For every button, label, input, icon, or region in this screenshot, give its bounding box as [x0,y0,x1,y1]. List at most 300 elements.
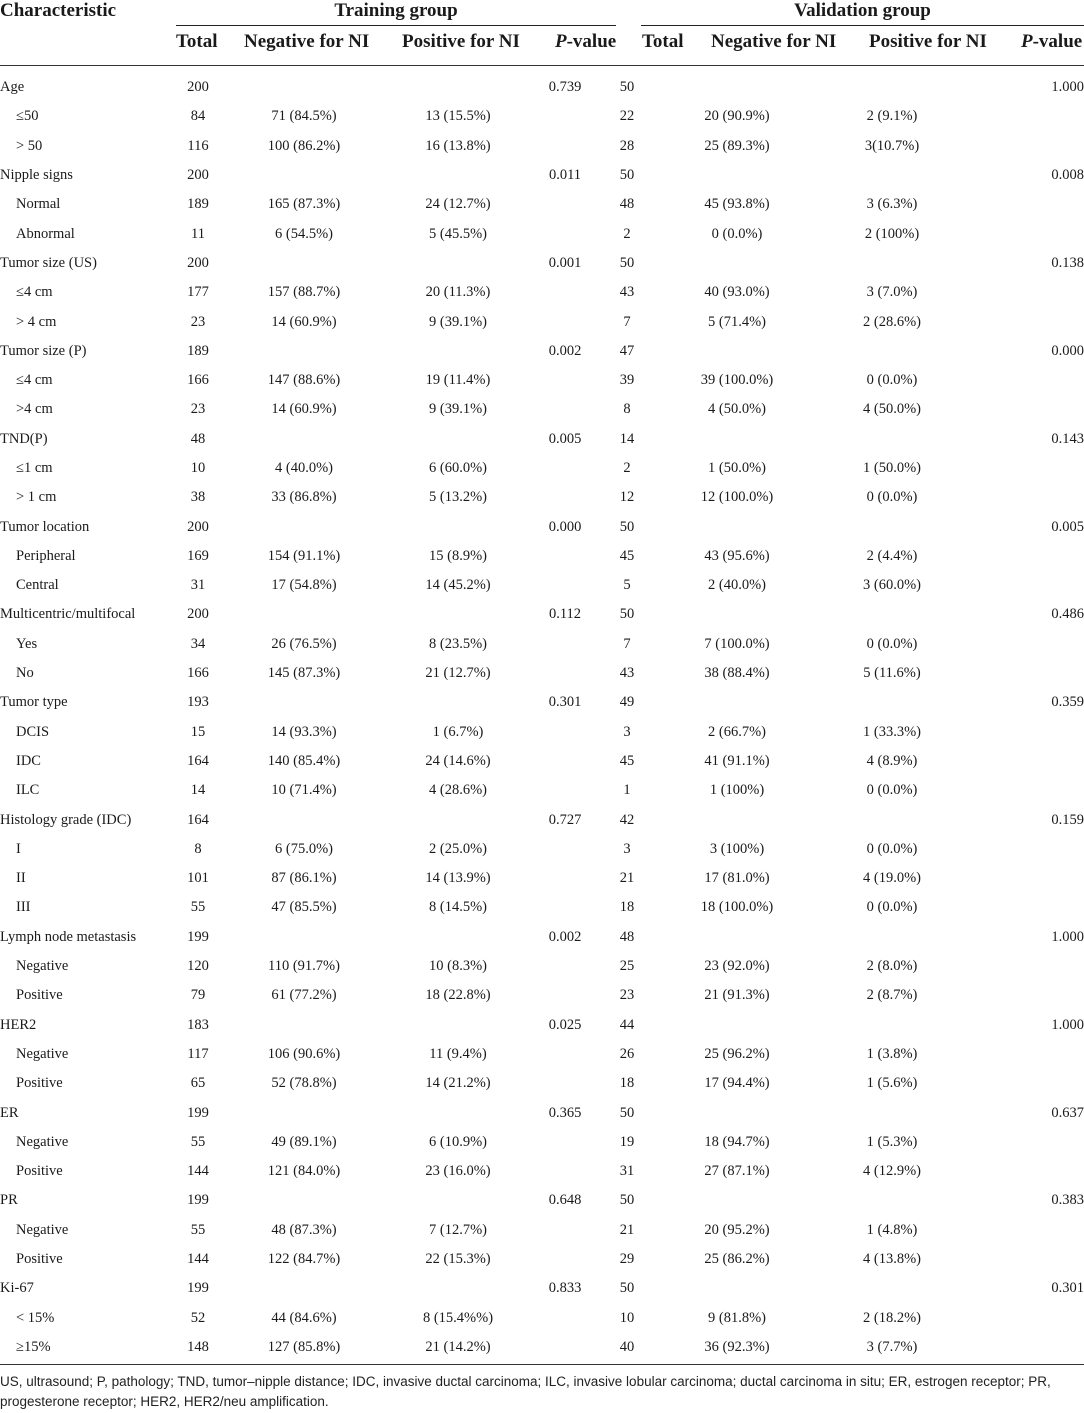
training-total-cell: 200 [187,167,209,184]
validation-negative-cell: 2 (66.7%) [708,723,766,740]
row-label-cell: Tumor type [0,694,68,711]
validation-negative-cell [658,688,816,717]
training-total-cell: 144 [187,1251,209,1268]
training-negative-cell: 140 (85.4%) [267,752,341,769]
training-positive-cell [382,1186,534,1215]
training-negative-cell: 14 (60.9%) [271,313,337,330]
validation-total-cell: 10 [619,1309,635,1326]
validation-positive-cell: 0 (0.0%) [866,899,918,916]
training-total-cell: 199 [187,1192,209,1209]
training-negative-cell [226,337,382,366]
table-row [0,688,1084,717]
validation-total-cell: 18 [619,1075,635,1092]
table-row [0,1098,1084,1127]
training-pvalue-cell [534,1069,596,1098]
table-row [0,776,1084,805]
table-row [0,249,1084,278]
training-total-cell: 183 [187,1016,209,1033]
validation-pvalue-cell: 0.301 [1051,1280,1084,1297]
validation-positive-cell: 2 (4.4%) [866,547,918,564]
training-positive-cell: 6 (60.0%) [429,460,487,476]
training-pvalue-cell [534,747,596,776]
row-label-cell: Positive [16,1075,63,1092]
validation-total-cell: 50 [619,167,635,184]
training-total-cell: 144 [187,1163,209,1180]
validation-positive-cell [816,1011,968,1040]
training-total-cell: 200 [187,79,209,96]
training-total-cell: 199 [187,928,209,945]
training-total-cell: 193 [187,694,209,711]
validation-pvalue-cell [968,366,1084,395]
validation-positive-cell [816,1186,968,1215]
validation-pvalue-cell: 0.005 [1051,518,1084,535]
training-negative-cell: 14 (93.3%) [271,723,337,740]
validation-total-cell: 45 [619,752,635,769]
training-negative-cell [226,425,382,454]
training-negative-header: Negative for NI [244,31,370,52]
validation-positive-header: Positive for NI [869,31,987,52]
validation-total-header: Total [642,31,684,52]
training-total-cell: 8 [194,840,202,857]
characteristic-header: Characteristic [0,0,117,21]
validation-total-cell: 21 [619,870,635,887]
validation-total-cell: 2 [623,225,631,242]
training-negative-cell [226,1186,382,1215]
training-positive-cell: 5 (45.5%) [429,225,487,242]
validation-positive-cell: 2 (8.0%) [866,958,918,975]
training-total-cell: 11 [191,225,205,242]
column-header-row [0,31,1084,63]
training-negative-cell: 6 (75.0%) [275,840,333,857]
validation-pvalue-cell [968,102,1084,131]
validation-total-cell: 45 [619,547,635,564]
validation-total-cell: 42 [619,811,635,828]
row-label-cell: < 15% [16,1309,55,1326]
training-negative-cell: 157 (88.7%) [267,284,341,301]
training-total-cell: 169 [187,547,209,564]
training-positive-cell: 6 (10.9%) [429,1133,487,1150]
training-total-header: Total [176,31,218,52]
validation-pvalue-cell [968,952,1084,981]
table-row [0,864,1084,893]
validation-total-cell: 1 [623,782,631,799]
training-negative-cell: 52 (78.8%) [271,1075,337,1092]
validation-negative-cell [658,161,816,190]
row-label-cell: Tumor size (P) [0,342,87,359]
validation-pvalue-cell: 0.359 [1051,694,1084,711]
validation-positive-cell: 1 (4.8%) [866,1221,918,1238]
row-label-cell: Negative [16,958,69,975]
validation-positive-cell [816,600,968,629]
training-pvalue-cell [534,659,596,688]
training-pvalue-cell: 0.001 [548,254,582,271]
validation-pvalue-cell [968,630,1084,659]
table-row [0,893,1084,922]
training-pvalue-cell: 0.365 [548,1104,582,1121]
training-pvalue-cell: 0.002 [548,342,582,359]
table-row [0,219,1084,248]
row-label-cell: Normal [16,196,61,213]
training-positive-cell: 20 (11.3%) [425,284,491,301]
training-pvalue-cell [534,454,596,483]
validation-negative-cell: 39 (100.0%) [700,372,774,389]
training-negative-cell [226,73,382,102]
validation-negative-cell: 9 (81.8%) [708,1309,766,1326]
table-row [0,1069,1084,1098]
training-positive-cell: 8 (15.4%%) [422,1309,494,1326]
training-pvalue-cell [534,1040,596,1069]
validation-positive-cell: 3 (60.0%) [863,577,921,594]
row-label-cell: III [16,899,31,916]
training-total-cell: 116 [187,137,209,154]
row-label-cell: ≤4 cm [16,284,53,301]
training-positive-header: Positive for NI [402,31,520,52]
training-pvalue-cell [534,132,596,161]
validation-negative-cell: 36 (92.3%) [704,1338,770,1355]
validation-positive-cell [816,1274,968,1303]
training-pvalue-cell [534,1303,596,1332]
validation-total-cell: 43 [619,665,635,682]
validation-positive-cell: 2 (18.2%) [863,1309,921,1326]
row-label-cell: TND(P) [0,430,48,447]
footnote: US, ultrasound; P, pathology; TND, tumor–nipple distance; IDC, invasive ductal carcinoma; ILC, invasive lobular carcinoma; ductal carcinoma in situ; ER, estrogen receptor; PR, progesterone receptor; HER2, HER2/neu amplification. [0,1374,1051,1409]
training-positive-cell: 18 (22.8%) [425,987,491,1004]
validation-negative-cell [658,512,816,541]
validation-negative-cell: 43 (95.6%) [704,547,770,564]
table-row [0,483,1084,512]
validation-positive-cell: 4 (8.9%) [866,752,918,769]
validation-pvalue-cell [968,718,1084,747]
validation-total-cell: 18 [619,899,635,916]
training-total-cell: 117 [187,1045,209,1062]
row-label-cell: Ki-67 [0,1280,34,1297]
validation-negative-cell: 25 (86.2%) [704,1251,770,1268]
training-positive-cell: 2 (25.0%) [429,840,487,857]
validation-pvalue-cell: 1.000 [1051,928,1084,945]
validation-negative-cell: 38 (88.4%) [704,665,770,682]
validation-total-cell: 43 [619,284,635,301]
training-negative-cell: 10 (71.4%) [271,782,337,799]
table-row [0,1011,1084,1040]
validation-pvalue-cell: 0.008 [1051,167,1084,184]
validation-total-cell: 49 [619,694,635,711]
training-total-cell: 38 [190,489,206,506]
training-pvalue-cell [534,395,596,424]
training-positive-cell: 22 (15.3%) [425,1251,491,1268]
training-total-cell: 23 [190,313,206,330]
validation-pvalue-cell [968,1128,1084,1157]
training-total-cell: 166 [187,665,209,682]
training-negative-cell: 33 (86.8%) [271,489,337,506]
training-positive-cell: 24 (12.7%) [425,196,491,213]
validation-negative-cell: 7 (100.0%) [704,635,770,652]
training-negative-cell: 154 (91.1%) [267,547,341,564]
validation-positive-cell [816,337,968,366]
validation-negative-cell: 17 (81.0%) [704,870,770,887]
validation-negative-cell: 2 (40.0%) [708,577,766,594]
validation-pvalue-cell [968,893,1084,922]
validation-negative-cell: 41 (91.1%) [704,752,770,769]
validation-pvalue-cell [968,307,1084,336]
table-row [0,1245,1084,1274]
validation-pvalue-cell: 0.143 [1051,430,1084,447]
validation-negative-cell: 1 (50.0%) [708,460,766,476]
validation-total-cell: 48 [619,196,635,213]
validation-total-cell: 47 [619,342,635,359]
validation-pvalue-cell [968,132,1084,161]
training-negative-cell: 127 (85.8%) [267,1338,341,1355]
row-label-cell: ≤1 cm [16,460,53,476]
validation-pvalue-cell [968,219,1084,248]
validation-total-cell: 39 [619,372,635,389]
training-positive-cell: 10 (8.3%) [429,958,487,975]
table-row [0,512,1084,541]
training-positive-cell [382,512,534,541]
table-row [0,1040,1084,1069]
validation-positive-cell: 5 (11.6%) [863,665,921,682]
training-positive-cell: 23 (16.0%) [425,1163,491,1180]
table-row [0,1274,1084,1303]
training-total-cell: 84 [190,108,206,125]
validation-positive-cell: 4 (13.8%) [863,1251,921,1268]
training-pvalue-cell: 0.112 [548,606,582,623]
training-positive-cell: 14 (45.2%) [425,577,491,594]
validation-group-underline [641,25,1084,26]
validation-total-cell: 14 [619,430,635,447]
training-positive-cell: 11 (9.4%) [429,1045,487,1062]
row-label-cell: Positive [16,987,63,1004]
row-label-cell: II [16,870,26,887]
training-total-cell: 34 [190,635,206,652]
validation-negative-cell: 20 (90.9%) [704,108,770,125]
row-label-cell: Positive [16,1251,63,1268]
training-negative-cell: 14 (60.9%) [271,401,337,418]
training-negative-cell: 122 (84.7%) [267,1251,341,1268]
validation-positive-cell: 4 (50.0%) [863,401,921,418]
table-row [0,600,1084,629]
validation-negative-cell: 27 (87.1%) [704,1163,770,1180]
training-negative-cell [226,161,382,190]
validation-negative-cell: 21 (91.3%) [704,987,770,1004]
validation-positive-cell: 4 (12.9%) [863,1163,921,1180]
validation-negative-cell [658,1098,816,1127]
training-negative-cell: 17 (54.8%) [271,577,337,594]
training-total-cell: 48 [190,430,206,447]
validation-pvalue-cell [968,1216,1084,1245]
row-label-cell: > 1 cm [16,489,57,506]
table-row [0,366,1084,395]
validation-positive-cell: 1 (50.0%) [863,460,921,476]
validation-positive-cell: 0 (0.0%) [866,489,918,506]
training-positive-cell [382,73,534,102]
row-label-cell: HER2 [0,1016,37,1033]
row-label-cell: ≤50 [16,108,39,125]
validation-total-cell: 8 [623,401,631,418]
validation-pvalue-cell: 1.000 [1051,79,1084,96]
validation-group-header: Validation group [794,0,931,21]
validation-pvalue-cell: 0.138 [1051,254,1084,271]
validation-pvalue-cell [968,571,1084,600]
training-positive-cell: 9 (39.1%) [429,313,487,330]
training-negative-cell: 61 (77.2%) [271,987,337,1004]
training-negative-cell [226,512,382,541]
training-negative-cell: 49 (89.1%) [271,1133,337,1150]
training-positive-cell: 5 (13.2%) [429,489,487,506]
training-total-cell: 55 [190,1221,206,1238]
validation-negative-cell [658,73,816,102]
training-total-cell: 55 [190,1133,206,1150]
training-negative-cell: 165 (87.3%) [267,196,341,213]
table-bottom-rule [0,1364,1084,1365]
table-row [0,161,1084,190]
row-label-cell: Multicentric/multifocal [0,606,136,623]
training-pvalue-cell: 0.005 [548,430,582,447]
row-label-cell: > 4 cm [16,313,57,330]
training-pvalue-cell [534,1216,596,1245]
validation-negative-cell [658,1011,816,1040]
training-total-cell: 189 [187,342,209,359]
training-total-cell: 23 [190,401,206,418]
table-row [0,571,1084,600]
training-negative-cell [226,600,382,629]
validation-pvalue-cell [968,1040,1084,1069]
validation-positive-cell [816,923,968,952]
validation-negative-cell [658,1274,816,1303]
validation-pvalue-cell: 0.637 [1051,1104,1084,1121]
validation-negative-cell: 23 (92.0%) [704,958,770,975]
validation-negative-cell: 3 (100%) [709,840,765,857]
validation-total-cell: 7 [623,635,631,652]
training-positive-cell [382,1274,534,1303]
validation-pvalue-cell [968,395,1084,424]
training-total-cell: 166 [187,372,209,389]
training-pvalue-cell [534,102,596,131]
validation-positive-cell: 2 (9.1%) [866,108,918,125]
training-positive-cell [382,805,534,834]
table-row [0,73,1084,102]
validation-negative-cell: 18 (100.0%) [700,899,774,916]
validation-total-cell: 50 [619,606,635,623]
training-total-cell: 148 [187,1338,209,1355]
row-label-cell: DCIS [16,723,50,740]
row-label-cell: Tumor location [0,518,90,535]
validation-total-cell: 50 [619,254,635,271]
training-total-cell: 65 [190,1075,206,1092]
training-positive-cell [382,1011,534,1040]
validation-negative-cell: 20 (95.2%) [704,1221,770,1238]
validation-positive-cell: 1 (33.3%) [863,723,921,740]
row-label-cell: Abnormal [16,225,75,242]
row-label-cell: PR [0,1192,18,1209]
validation-positive-cell [816,805,968,834]
data-table [0,73,1084,1362]
validation-total-cell: 12 [619,489,635,506]
training-pvalue-header [555,31,616,53]
validation-total-cell: 50 [619,1280,635,1297]
validation-total-cell: 5 [623,577,631,594]
validation-negative-header: Negative for NI [711,31,837,52]
validation-pvalue-cell [968,1157,1084,1186]
validation-positive-cell [816,249,968,278]
validation-pvalue-cell [968,835,1084,864]
training-positive-cell: 16 (13.8%) [425,137,491,154]
training-pvalue-cell [534,893,596,922]
row-label-cell: ER [0,1104,19,1121]
validation-total-cell: 44 [619,1016,635,1033]
header-bottom-rule [0,65,1084,66]
training-total-cell: 101 [187,870,209,887]
training-pvalue-cell [534,307,596,336]
training-positive-cell: 15 (8.9%) [429,547,487,564]
training-positive-cell: 14 (13.9%) [425,870,491,887]
training-positive-cell [382,161,534,190]
validation-total-cell: 28 [619,137,635,154]
training-pvalue-cell [534,981,596,1010]
training-positive-cell: 21 (14.2%) [425,1338,491,1355]
row-label-cell: Tumor size (US) [0,254,97,271]
training-negative-cell [226,923,382,952]
training-total-cell: 14 [190,782,206,799]
training-negative-cell: 26 (76.5%) [271,635,337,652]
training-positive-cell [382,600,534,629]
training-negative-cell: 110 (91.7%) [268,958,340,975]
validation-total-cell: 3 [623,723,631,740]
table-row [0,102,1084,131]
table-row [0,132,1084,161]
validation-negative-cell: 17 (94.4%) [704,1075,770,1092]
table-row [0,1157,1084,1186]
validation-total-cell: 50 [619,1192,635,1209]
training-negative-cell: 44 (84.6%) [271,1309,337,1326]
training-pvalue-cell: 0.011 [548,167,582,184]
table-row [0,659,1084,688]
training-pvalue-cell [534,1333,596,1362]
row-label-cell: Peripheral [16,547,76,564]
validation-pvalue-cell [968,1303,1084,1332]
validation-positive-cell: 3 (6.3%) [866,196,918,213]
training-negative-cell: 147 (88.6%) [267,372,341,389]
validation-total-cell: 2 [623,460,631,476]
training-total-cell: 31 [190,577,206,594]
validation-pvalue-cell [968,278,1084,307]
training-group-header: Training group [334,0,458,21]
validation-positive-cell [816,161,968,190]
training-positive-cell [382,425,534,454]
validation-positive-cell: 1 (5.3%) [866,1133,918,1150]
validation-pvalue-cell: 0.383 [1051,1192,1084,1209]
validation-total-cell: 3 [623,840,631,857]
training-pvalue-cell [534,776,596,805]
validation-total-cell: 50 [619,79,635,96]
validation-positive-cell [816,425,968,454]
training-positive-cell: 8 (23.5%) [429,635,487,652]
training-pvalue-cell: 0.648 [548,1192,582,1209]
validation-positive-cell: 3 (7.7%) [866,1338,918,1355]
validation-negative-cell [658,1186,816,1215]
training-positive-cell [382,1098,534,1127]
table-row [0,630,1084,659]
training-pvalue-cell [534,835,596,864]
row-label-cell: Negative [16,1221,69,1238]
validation-negative-cell: 1 (100%) [709,782,765,799]
row-label-cell: Lymph node metastasis [0,928,137,945]
row-label-cell: ILC [16,782,40,799]
table-row [0,805,1084,834]
validation-negative-cell [658,600,816,629]
validation-positive-cell [816,73,968,102]
training-total-cell: 164 [187,752,209,769]
table-row [0,190,1084,219]
